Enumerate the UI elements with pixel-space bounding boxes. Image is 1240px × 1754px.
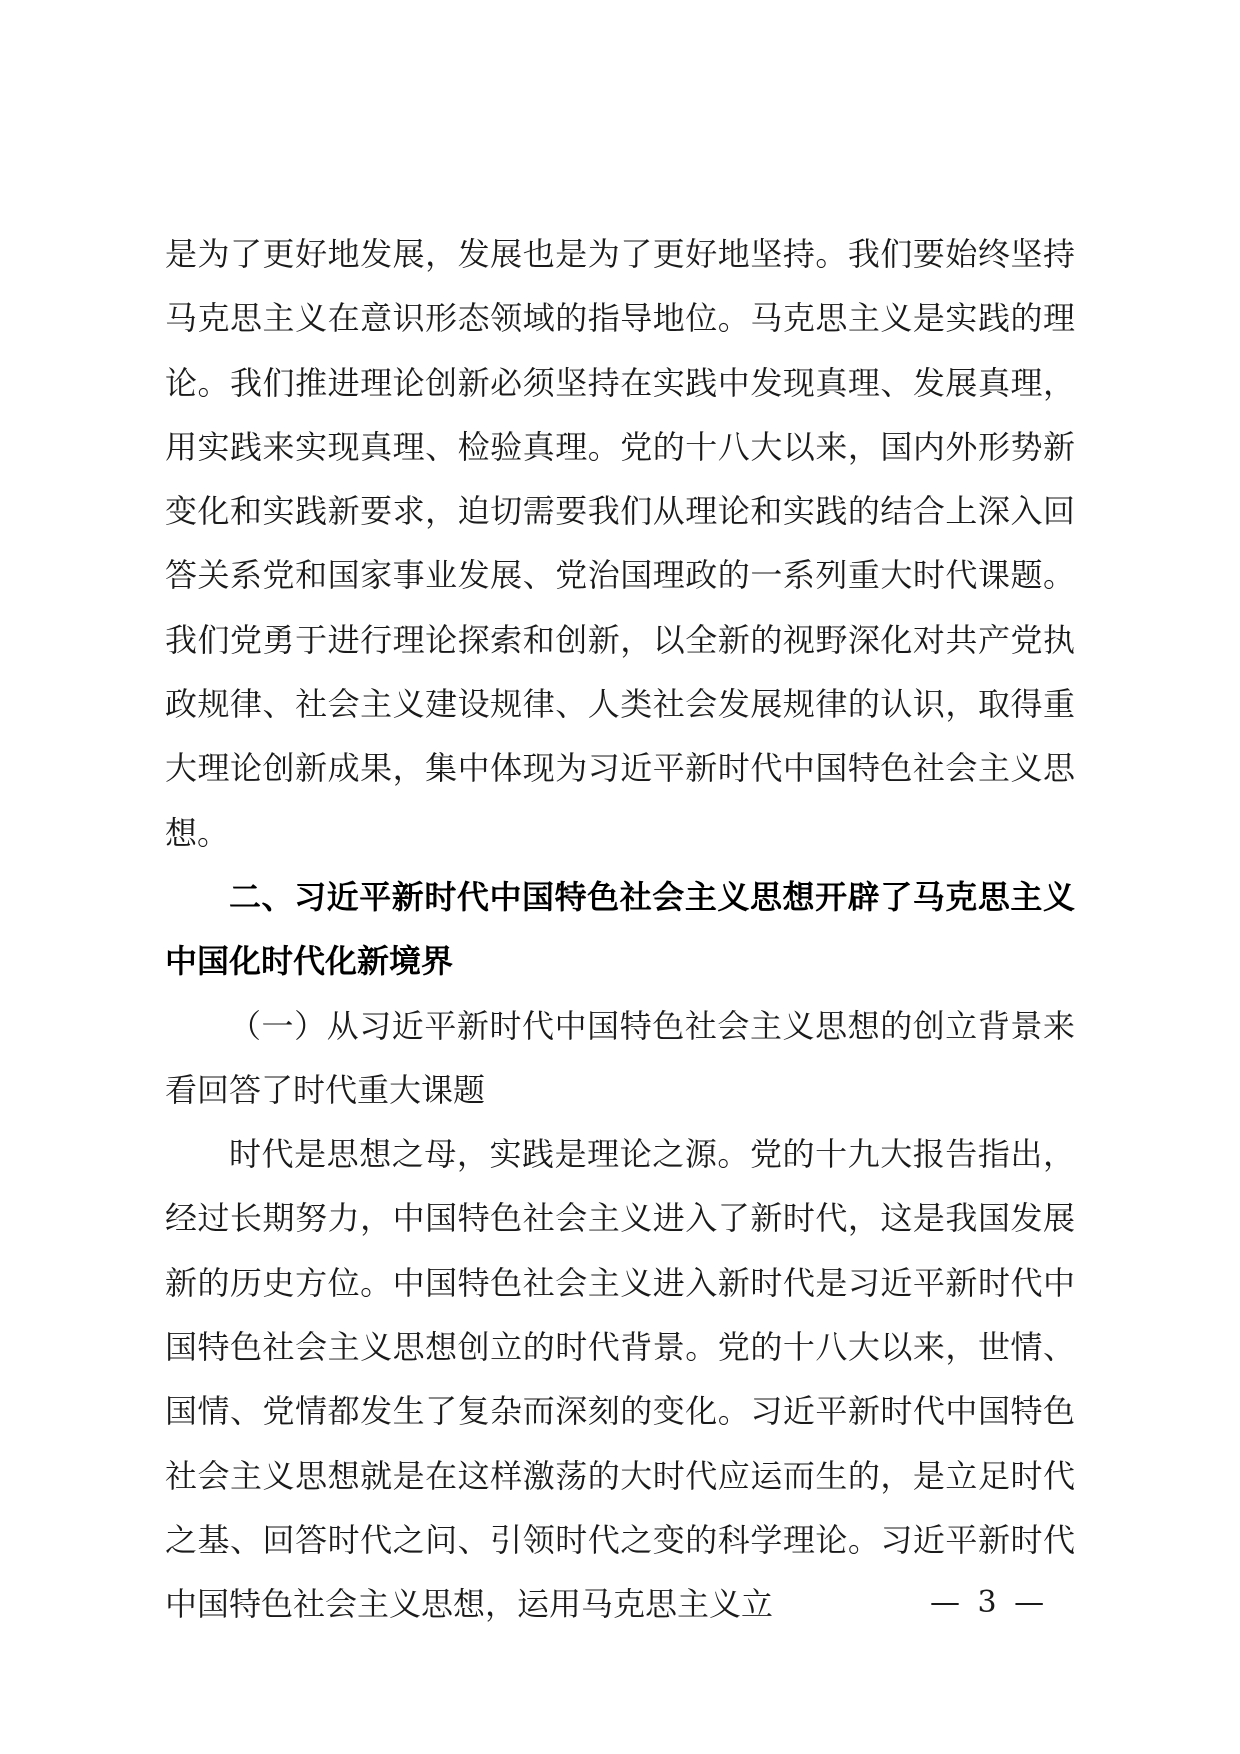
- document-body: [165, 222, 1075, 1637]
- body-paragraph: 时代是思想之母，实践是理论之源。党的十九大报告指出，经过长期努力，中国特色社会主义进入了新时代，这是我国发展新的历史方位。中国特色社会主义进入新时代是习近平新时代中国特色社会主义思想创立的时代背景。党的十八大以来，世情、国情、党情都发生了复杂而深刻的变化。习近平新时代中国特色社会主义思想就是在这样激荡的大时代应运而生的，是立足时代之基、回答时代之问、引领时代之变的科学理论。习近平新时代中国特色社会主义思想，运用马克思主义立: [165, 1135, 1075, 1624]
- body-paragraph-continued: 是为了更好地发展，发展也是为了更好地坚持。我们要始终坚持马克思主义在意识形态领域的指导地位。马克思主义是实践的理论。我们推进理论创新必须坚持在实践中发现真理、发展真理，用实践来实现真理、检验真理。党的十八大以来，国内外形势新变化和实践新要求，迫切需要我们从理论和实践的结合上深入回答关系党和国家事业发展、党治国理政的一系列重大时代课题。我们党勇于进行理论探索和创新，以全新的视野深化对共产党执政规律、社会主义建设规律、人类社会发展规律的认识，取得重大理论创新成果，集中体现为习近平新时代中国特色社会主义思想。: [165, 235, 1075, 852]
- page-number: — 3 —: [930, 1585, 1049, 1620]
- subsection-heading-1: （一）从习近平新时代中国特色社会主义思想的创立背景来看回答了时代重大课题: [165, 1006, 1075, 1109]
- section-heading-2: 二、习近平新时代中国特色社会主义思想开辟了马克思主义中国化时代化新境界: [165, 877, 1075, 981]
